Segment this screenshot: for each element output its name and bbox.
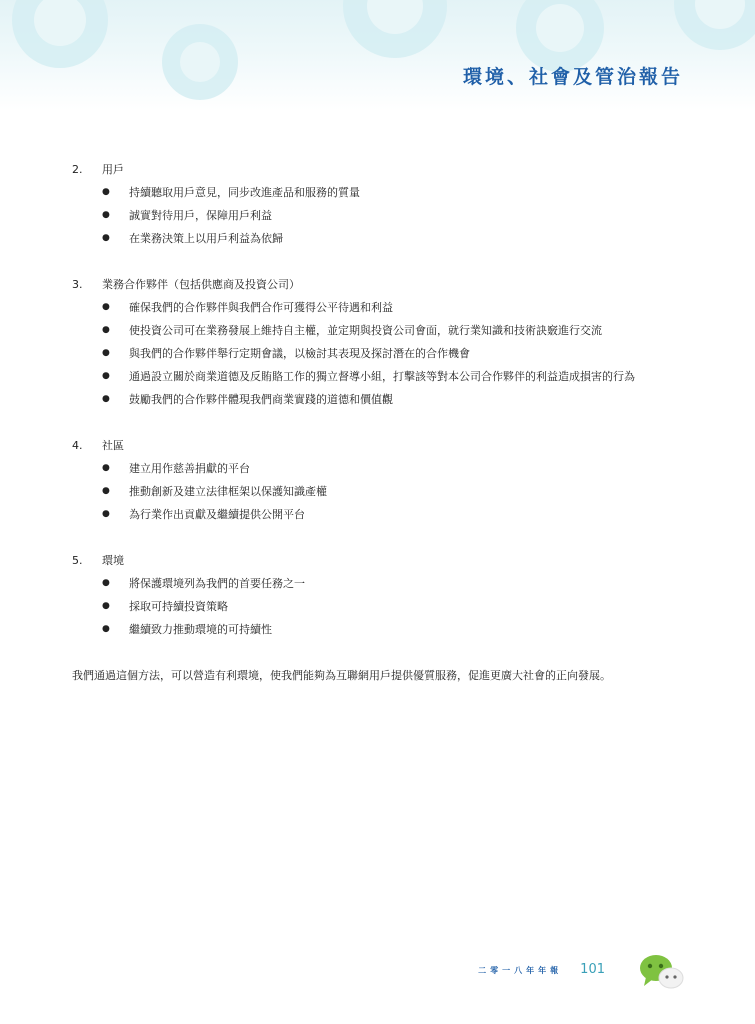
- section-title: 環境: [102, 554, 124, 567]
- list-item: [102, 204, 692, 227]
- chat-bubbles-logo-icon: [638, 950, 686, 994]
- bullet-icon: ●: [102, 601, 110, 611]
- bullet-icon: ●: [102, 348, 110, 358]
- list-item: [102, 319, 692, 342]
- section-heading: [72, 434, 692, 457]
- list-item: [102, 480, 692, 503]
- stakeholder-sections: [72, 158, 692, 641]
- section-title: 業務合作夥伴（包括供應商及投資公司）: [102, 278, 300, 291]
- bullet-list: [72, 572, 692, 641]
- bullet-icon: ●: [102, 509, 110, 519]
- section-heading: [72, 273, 692, 296]
- report-title: 環境、社會及管治報告: [462, 66, 683, 88]
- section-number: 5.: [72, 554, 83, 567]
- bullet-list: [72, 457, 692, 526]
- section-title: 用戶: [102, 163, 124, 176]
- list-item: [102, 388, 692, 411]
- bullet-icon: ●: [102, 210, 110, 220]
- list-item-text: 鼓勵我們的合作夥伴體現我們商業實踐的道德和價值觀: [129, 393, 393, 406]
- section-heading: [72, 549, 692, 572]
- header-band: [0, 0, 755, 110]
- section: [72, 158, 692, 250]
- bullet-icon: ●: [102, 394, 110, 404]
- list-item-text: 為行業作出貢獻及繼續提供公開平台: [129, 508, 305, 521]
- list-item: [102, 618, 692, 641]
- list-item: [102, 342, 692, 365]
- bullet-icon: ●: [102, 486, 110, 496]
- bullet-icon: ●: [102, 463, 110, 473]
- page-footer: [478, 962, 605, 977]
- list-item-text: 採取可持續投資策略: [129, 600, 228, 613]
- section-heading: [72, 158, 692, 181]
- list-item: [102, 457, 692, 480]
- list-item: [102, 572, 692, 595]
- main-content: [72, 158, 692, 687]
- bullet-icon: ●: [102, 233, 110, 243]
- bullet-icon: ●: [102, 578, 110, 588]
- list-item-text: 通過設立關於商業道德及反賄賂工作的獨立督導小組，打擊該等對本公司合作夥伴的利益造成損害的行為: [129, 370, 635, 383]
- closing-paragraph: 我們通過這個方法，可以營造有利環境，使我們能夠為互聯網用戶提供優質服務，促進更廣大社會的正向發展。: [72, 669, 611, 682]
- section-title: 社區: [102, 439, 124, 452]
- page-number: 101: [580, 962, 605, 977]
- list-item-text: 誠實對待用戶，保障用戶利益: [129, 209, 272, 222]
- list-item-text: 使投資公司可在業務發展上維持自主權，並定期與投資公司會面，就行業知識和技術訣竅進行交流: [129, 324, 602, 337]
- bullet-icon: ●: [102, 187, 110, 197]
- list-item-text: 在業務決策上以用戶利益為依歸: [129, 232, 283, 245]
- footer-year-label: 二零一八年年報: [478, 966, 563, 975]
- section: [72, 549, 692, 641]
- list-item: [102, 503, 692, 526]
- section-number: 3.: [72, 278, 83, 291]
- list-item-text: 推動創新及建立法律框架以保護知識產權: [129, 485, 327, 498]
- bullet-icon: ●: [102, 325, 110, 335]
- list-item-text: 持續聽取用戶意見，同步改進產品和服務的質量: [129, 186, 360, 199]
- bullet-list: [72, 181, 692, 250]
- list-item-text: 繼續致力推動環境的可持續性: [129, 623, 272, 636]
- list-item: [102, 365, 692, 388]
- list-item-text: 與我們的合作夥伴舉行定期會議，以檢討其表現及探討潛在的合作機會: [129, 347, 470, 360]
- bullet-list: [72, 296, 692, 411]
- list-item: [102, 296, 692, 319]
- list-item-text: 建立用作慈善捐獻的平台: [129, 462, 250, 475]
- section-number: 2.: [72, 163, 83, 176]
- section-number: 4.: [72, 439, 83, 452]
- gear-pattern-decoration: [0, 0, 755, 110]
- section: [72, 273, 692, 411]
- bullet-icon: ●: [102, 624, 110, 634]
- list-item: [102, 227, 692, 250]
- bullet-icon: ●: [102, 302, 110, 312]
- list-item: [102, 181, 692, 204]
- list-item: [102, 595, 692, 618]
- bullet-icon: ●: [102, 371, 110, 381]
- list-item-text: 將保護環境列為我們的首要任務之一: [129, 577, 305, 590]
- section: [72, 434, 692, 526]
- list-item-text: 確保我們的合作夥伴與我們合作可獲得公平待遇和利益: [129, 301, 393, 314]
